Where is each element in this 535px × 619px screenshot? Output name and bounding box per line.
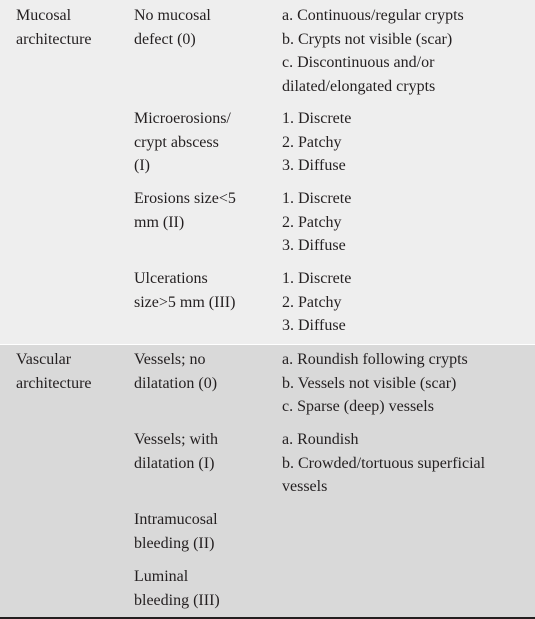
category-vascular xyxy=(16,348,92,395)
category-line: architecture xyxy=(16,374,92,392)
list-item: 3. Diffuse xyxy=(282,317,346,334)
items-vessels-with-dilatation xyxy=(282,428,485,499)
grade-luminal-bleeding xyxy=(134,565,220,612)
items-erosions xyxy=(282,187,351,258)
grade-erosions xyxy=(134,187,236,234)
list-item-text: vessels xyxy=(282,478,328,495)
list-item-continuation xyxy=(282,75,464,99)
grade-line: Microerosions/ xyxy=(134,110,231,127)
category-line: Mucosal xyxy=(16,7,72,24)
category-line: Vascular xyxy=(16,351,72,368)
grade-line: mm (II) xyxy=(134,213,185,231)
grade-line: bleeding (II) xyxy=(134,534,215,552)
items-ulcerations xyxy=(282,267,351,338)
list-item: a. Continuous/regular crypts xyxy=(282,7,464,24)
list-item: 1. Discrete xyxy=(282,190,352,207)
items-vessels-no-dilatation xyxy=(282,348,468,419)
grade-line: size>5 mm (III) xyxy=(134,293,236,311)
grade-line: Luminal xyxy=(134,568,189,585)
items-no-mucosal-defect xyxy=(282,4,464,98)
grade-ulcerations xyxy=(134,267,235,314)
grade-line: dilatation (0) xyxy=(134,374,218,392)
list-item: a. Roundish following crypts xyxy=(282,351,468,368)
grade-line: Intramucosal xyxy=(134,511,218,528)
list-item: b. Crypts not visible (scar) xyxy=(282,30,453,48)
list-item: 1. Discrete xyxy=(282,110,352,127)
grade-line: (I) xyxy=(134,157,150,174)
grade-intramucosal-bleeding xyxy=(134,508,218,555)
list-item-text: dilated/elongated crypts xyxy=(282,77,436,95)
grade-line: Ulcerations xyxy=(134,270,208,287)
list-item-continuation xyxy=(282,475,485,499)
list-item: b. Vessels not visible (scar) xyxy=(282,374,457,392)
list-item: c. Sparse (deep) vessels xyxy=(282,398,434,415)
list-item: 2. Patchy xyxy=(282,293,342,311)
grade-line: crypt abscess xyxy=(134,133,219,151)
grade-line: bleeding (III) xyxy=(134,591,220,609)
grade-line: defect (0) xyxy=(134,30,196,48)
grade-no-mucosal-defect xyxy=(134,4,211,51)
grade-line: No mucosal xyxy=(134,7,211,24)
list-item: 2. Patchy xyxy=(282,133,342,151)
list-item: c. Discontinuous and/or xyxy=(282,54,435,71)
list-item: 3. Diffuse xyxy=(282,157,346,174)
list-item: a. Roundish xyxy=(282,431,359,448)
section-divider xyxy=(0,344,535,345)
grade-vessels-no-dilatation xyxy=(134,348,217,395)
list-item: b. Crowded/tortuous superficial xyxy=(282,454,486,472)
list-item: 2. Patchy xyxy=(282,213,342,231)
grade-line: Vessels; with xyxy=(134,431,218,448)
grade-line: Erosions size<5 xyxy=(134,190,236,207)
grade-line: dilatation (I) xyxy=(134,454,215,472)
grade-microerosions xyxy=(134,107,231,178)
grade-vessels-with-dilatation xyxy=(134,428,218,475)
list-item: 1. Discrete xyxy=(282,270,352,287)
items-microerosions xyxy=(282,107,351,178)
grade-line: Vessels; no xyxy=(134,351,206,368)
category-mucosal xyxy=(16,4,92,51)
category-line: architecture xyxy=(16,30,92,48)
list-item: 3. Diffuse xyxy=(282,237,346,254)
